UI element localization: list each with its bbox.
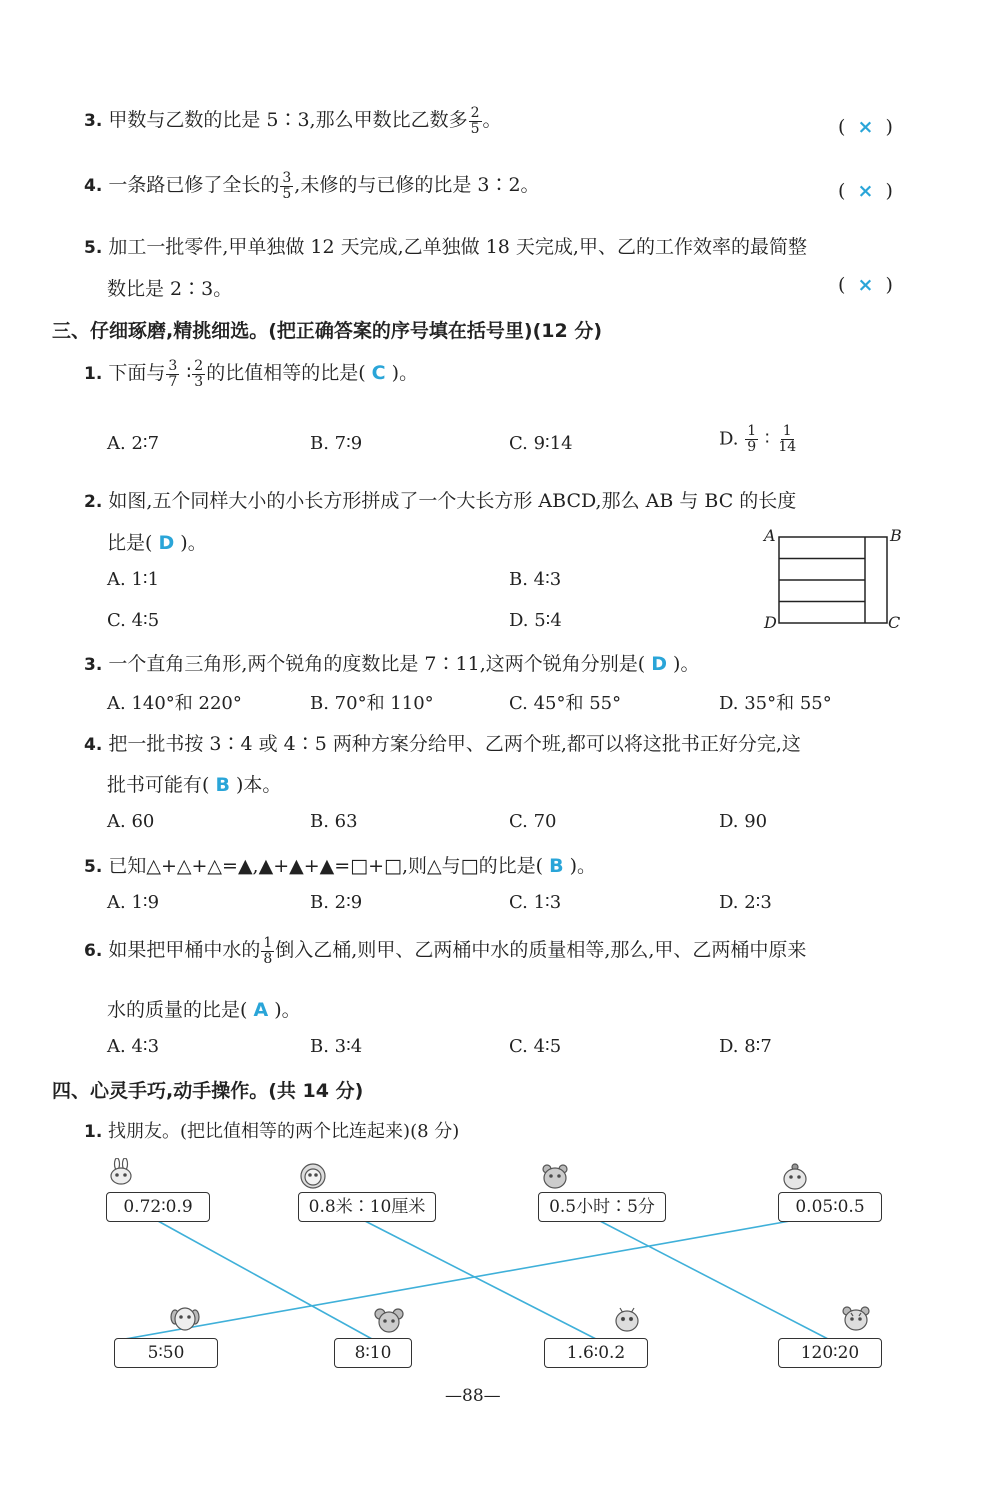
ratio-box-top-1[interactable]: 0.72∶0.9 xyxy=(106,1192,210,1222)
fraction: $\frac{1}{9}$ xyxy=(747,423,757,455)
s3-q2-line2: 比是( D )。 xyxy=(107,532,207,554)
s3-q3: 3. 一个直角三角形,两个锐角的度数比是 7∶11,这两个锐角分别是( D )。 xyxy=(84,653,700,675)
ratio-box-bottom-1[interactable]: 5∶50 xyxy=(114,1338,218,1368)
section4-title: 四、心灵手巧,动手操作。(共 14 分) xyxy=(52,1080,364,1102)
lion-icon xyxy=(298,1162,328,1190)
s3-q4-option-c: C. 70 xyxy=(509,811,557,832)
s3-q6-line1: 6. 如果把甲桶中水的 $\frac{1}{8}$ 倒入乙桶,则甲、乙两桶中水的质量相等,那么,甲、乙两桶中原来 xyxy=(84,934,807,967)
page-number: —88— xyxy=(445,1386,501,1406)
judge-q4-answer: ( × ) xyxy=(838,180,893,202)
s3-q6-option-b: B. 3∶4 xyxy=(310,1036,363,1057)
s3-q6-option-a: A. 4∶3 xyxy=(107,1036,160,1057)
judge-q4: 4. 一条路已修了全长的 $\frac{3}{5}$ ,未修的与已修的比是 3∶2。 xyxy=(84,169,540,202)
s3-q2-option-c: C. 4∶5 xyxy=(107,610,160,631)
ratio-box-top-4[interactable]: 0.05∶0.5 xyxy=(778,1192,882,1222)
dragon-icon xyxy=(612,1304,642,1332)
s3-q5-option-c: C. 1∶3 xyxy=(509,892,562,913)
ratio-box-top-3[interactable]: 0.5小时∶5分 xyxy=(538,1192,666,1222)
match-line xyxy=(125,1221,790,1339)
s3-q5-option-d: D. 2∶3 xyxy=(719,892,772,913)
s4-q1: 1. 找朋友。(把比值相等的两个比连起来)(8 分) xyxy=(84,1121,460,1142)
s3-q6-option-d: D. 8∶7 xyxy=(719,1036,772,1057)
ratio-box-bottom-4[interactable]: 120∶20 xyxy=(778,1338,882,1368)
s3-q4-line1: 4. 把一批书按 3∶4 或 4∶5 两种方案分给甲、乙两个班,都可以将这批书正好分完,这 xyxy=(84,733,801,755)
s3-q6-line2: 水的质量的比是( A )。 xyxy=(107,999,301,1021)
s3-q1-option-b: B. 7∶9 xyxy=(310,433,363,454)
fraction: $\frac{2}{5}$ xyxy=(470,104,480,137)
ratio-box-bottom-2[interactable]: 8∶10 xyxy=(334,1338,412,1368)
s3-q3-option-a: A. 140°和 220° xyxy=(107,693,242,714)
s3-q2-option-a: A. 1∶1 xyxy=(107,569,160,590)
s3-q4-option-d: D. 90 xyxy=(719,811,768,832)
s3-q1-option-a: A. 2∶7 xyxy=(107,433,160,454)
s3-q4-option-a: A. 60 xyxy=(107,811,155,832)
mouse-icon xyxy=(374,1306,404,1334)
chick-icon xyxy=(780,1162,810,1190)
rabbit-icon xyxy=(106,1158,136,1186)
s3-q5-option-a: A. 1∶9 xyxy=(107,892,160,913)
s3-q5-option-b: B. 2∶9 xyxy=(310,892,363,913)
s3-q3-option-d: D. 35°和 55° xyxy=(719,693,832,714)
fraction: $\frac{2}{3}$ xyxy=(194,357,204,390)
s3-q2-option-b: B. 4∶3 xyxy=(509,569,562,590)
s3-q2-line1: 2. 如图,五个同样大小的小长方形拼成了一个大长方形 ABCD,那么 AB 与 BC 的长度 xyxy=(84,490,797,512)
section3-title: 三、仔细琢磨,精挑细选。(把正确答案的序号填在括号里)(12 分) xyxy=(52,320,603,342)
label-c: C xyxy=(888,613,901,632)
judge-q3-answer: ( × ) xyxy=(838,116,893,138)
judge-q5-line2: 数比是 2∶3。 xyxy=(107,278,233,300)
fraction: $\frac{3}{7}$ xyxy=(168,357,178,390)
s3-q1-option-d: D. $\frac{1}{9}$ ∶ $\frac{1}{14}$ xyxy=(719,423,797,455)
fraction: $\frac{3}{5}$ xyxy=(282,169,292,202)
label-d: D xyxy=(764,613,777,632)
fraction: $\frac{1}{14}$ xyxy=(778,423,797,455)
s3-q2-option-d: D. 5∶4 xyxy=(509,610,562,631)
s3-q3-option-c: C. 45°和 55° xyxy=(509,693,622,714)
s3-q1-option-c: C. 9∶14 xyxy=(509,433,573,454)
s3-q3-option-b: B. 70°和 110° xyxy=(310,693,434,714)
judge-q5-line1: 5. 加工一批零件,甲单独做 12 天完成,乙单独做 18 天完成,甲、乙的工作效率的最简整 xyxy=(84,236,807,258)
ratio-box-bottom-3[interactable]: 1.6∶0.2 xyxy=(544,1338,648,1368)
fraction: $\frac{1}{8}$ xyxy=(263,934,273,967)
judge-q5-answer: ( × ) xyxy=(838,274,893,296)
s3-q6-option-c: C. 4∶5 xyxy=(509,1036,562,1057)
bear-icon xyxy=(540,1162,570,1190)
ratio-box-top-2[interactable]: 0.8米∶10厘米 xyxy=(298,1192,436,1222)
judge-q3: 3. 甲数与乙数的比是 5∶3,那么甲数比乙数多 $\frac{2}{5}$ 。 xyxy=(84,104,502,137)
s3-q4-line2: 批书可能有( B )本。 xyxy=(107,774,282,796)
tiger-icon xyxy=(841,1304,871,1332)
label-b: B xyxy=(890,526,902,545)
s3-q1: 1. 下面与 $\frac{3}{7}$ ∶ $\frac{2}{3}$ 的比值相等的比是( C )。 xyxy=(84,357,419,390)
s3-q5: 5. 已知△+△+△=▲,▲+▲+▲=□+□,则△与□的比是( B )。 xyxy=(84,855,597,877)
s3-q4-option-b: B. 63 xyxy=(310,811,358,832)
label-a: A xyxy=(764,526,776,545)
dog-icon xyxy=(170,1305,200,1333)
